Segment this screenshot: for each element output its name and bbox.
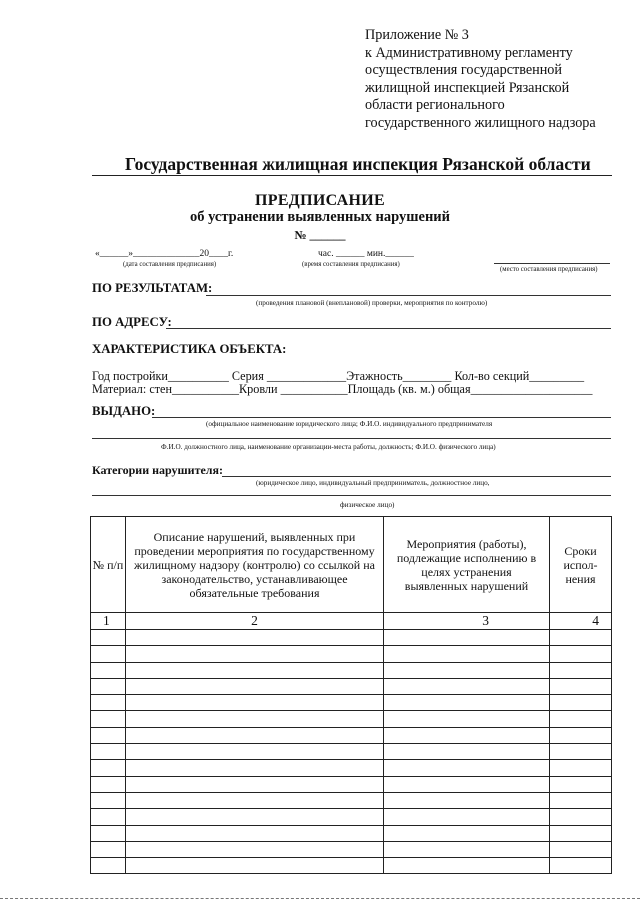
violations-table (90, 516, 612, 874)
table-row (91, 678, 612, 694)
table-cell[interactable] (126, 727, 384, 743)
table-row (91, 711, 612, 727)
col-header-description: Описание нарушений, выявленных при проведении мероприятия по государственному жилищному надзору (контролю) со ссылкой на законодательство, устанавливающее обязательные требования (126, 517, 384, 613)
col-header-deadline: Сроки испол-нения (550, 517, 612, 613)
annex-block (365, 27, 635, 133)
table-cell[interactable] (126, 841, 384, 857)
table-cell[interactable] (550, 662, 612, 678)
issued-field-line[interactable] (152, 417, 611, 418)
annex-line: жилищной инспекцией Рязанской (365, 79, 570, 96)
document-subtitle: об устранении выявленных нарушений (189, 209, 451, 225)
table-cell[interactable] (126, 858, 384, 874)
table-cell[interactable] (550, 678, 612, 694)
table-cell[interactable] (91, 678, 126, 694)
results-field-line[interactable] (206, 295, 611, 296)
table-row (91, 727, 612, 743)
annex-line: области регионального (365, 97, 505, 114)
table-cell[interactable] (384, 711, 550, 727)
table-cell[interactable] (384, 760, 550, 776)
table-cell[interactable] (384, 695, 550, 711)
table-row (91, 792, 612, 808)
table-cell[interactable] (126, 744, 384, 760)
table-cell[interactable] (550, 776, 612, 792)
table-header-row (91, 517, 612, 613)
annex-line: осуществления государственной (365, 62, 562, 79)
table-cell[interactable] (91, 744, 126, 760)
col-header-number: № п/п (91, 517, 126, 613)
address-label: ПО АДРЕСУ: (92, 315, 172, 329)
table-cell[interactable] (550, 695, 612, 711)
time-field[interactable]: час. ______ мин.______ (318, 249, 414, 259)
table-cell[interactable] (126, 809, 384, 825)
table-cell[interactable] (550, 630, 612, 646)
object-row-2[interactable]: Материал: стен___________Кровли ___________Площадь (кв. м.) общая____________________ (92, 382, 593, 396)
col-number-4: 4 (550, 613, 612, 630)
table-row (91, 744, 612, 760)
table-cell[interactable] (384, 825, 550, 841)
col-number-3: 3 (384, 613, 550, 630)
table-cell[interactable] (384, 858, 550, 874)
table-cell[interactable] (91, 695, 126, 711)
table-cell[interactable] (91, 727, 126, 743)
annex-line: Приложение № 3 (365, 27, 469, 43)
table-cell[interactable] (384, 662, 550, 678)
table-cell[interactable] (550, 646, 612, 662)
table-cell[interactable] (91, 825, 126, 841)
table-row (91, 825, 612, 841)
results-caption: (проведения плановой (внеплановой) проверки, мероприятия по контролю) (256, 299, 488, 307)
object-row-1[interactable]: Год постройки__________ Серия _____________Этажность________ Кол-во секций_________ (92, 369, 585, 383)
table-cell[interactable] (91, 662, 126, 678)
issued-caption-2: Ф.И.О. должностного лица, наименование организации-места работы, должность; Ф.И.О. физического лица) (161, 443, 496, 451)
table-cell[interactable] (550, 841, 612, 857)
agency-underline (92, 175, 612, 176)
time-caption: (время составления предписания) (302, 261, 400, 268)
table-cell[interactable] (550, 792, 612, 808)
table-row (91, 695, 612, 711)
table-cell[interactable] (384, 678, 550, 694)
document-title: ПРЕДПИСАНИЕ (255, 192, 385, 209)
address-field-line[interactable] (166, 328, 611, 329)
table-cell[interactable] (550, 809, 612, 825)
table-row (91, 646, 612, 662)
issued-caption-1: (официальное наименование юридического лица; Ф.И.О. индивидуального предпринимателя (206, 420, 493, 428)
agency-name: Государственная жилищная инспекция Рязанской области (125, 154, 591, 174)
table-cell[interactable] (126, 825, 384, 841)
table-cell[interactable] (126, 711, 384, 727)
table-row (91, 760, 612, 776)
col-header-measures: Мероприятия (работы), подлежащие исполнению в целях устранения выявленных нарушений (384, 517, 550, 613)
table-number-row (91, 613, 612, 630)
table-cell[interactable] (384, 841, 550, 857)
table-cell[interactable] (91, 630, 126, 646)
table-cell[interactable] (91, 858, 126, 874)
violator-caption-2: физическое лицо) (340, 501, 395, 509)
annex-line: государственного жилищного надзора (365, 114, 596, 131)
table-cell[interactable] (126, 630, 384, 646)
issued-label: ВЫДАНО: (92, 404, 156, 418)
date-caption: (дата составления предписания) (123, 261, 217, 268)
table-cell[interactable] (384, 809, 550, 825)
violator-field-line[interactable] (222, 476, 611, 477)
results-label: ПО РЕЗУЛЬТАТАМ: (92, 281, 213, 295)
violator-caption-1: (юридическое лицо, индивидуальный предприниматель, должностное лицо, (256, 479, 490, 487)
page-bottom-edge (0, 898, 640, 899)
table-cell[interactable] (126, 760, 384, 776)
table-cell[interactable] (550, 858, 612, 874)
table-cell[interactable] (384, 776, 550, 792)
table-cell[interactable] (550, 711, 612, 727)
table-cell[interactable] (126, 792, 384, 808)
table-row (91, 662, 612, 678)
violator-label: Категории нарушителя: (92, 463, 224, 477)
violator-field-line-2[interactable] (92, 495, 611, 496)
table-row (91, 858, 612, 874)
table-cell[interactable] (91, 646, 126, 662)
table-cell[interactable] (126, 678, 384, 694)
table-cell[interactable] (550, 727, 612, 743)
issued-field-line-2[interactable] (92, 438, 611, 439)
place-field-line[interactable] (494, 263, 610, 264)
table-row (91, 630, 612, 646)
table-cell[interactable] (91, 711, 126, 727)
table-cell[interactable] (384, 646, 550, 662)
place-caption: (место составления предписания) (500, 266, 598, 273)
table-cell[interactable] (91, 809, 126, 825)
col-number-1: 1 (91, 613, 126, 630)
col-number-2: 2 (126, 613, 384, 630)
table-cell[interactable] (384, 727, 550, 743)
document-number: № ______ (294, 228, 346, 242)
table-cell[interactable] (384, 792, 550, 808)
table-cell[interactable] (91, 792, 126, 808)
table-cell[interactable] (91, 776, 126, 792)
table-cell[interactable] (126, 695, 384, 711)
table-cell[interactable] (384, 744, 550, 760)
table-cell[interactable] (384, 630, 550, 646)
table-cell[interactable] (550, 744, 612, 760)
object-heading: ХАРАКТЕРИСТИКА ОБЪЕКТА: (92, 342, 287, 356)
table-cell[interactable] (126, 646, 384, 662)
date-field[interactable]: «______»______________20____г. (95, 249, 234, 259)
table-row (91, 841, 612, 857)
table-cell[interactable] (126, 776, 384, 792)
table-cell[interactable] (550, 825, 612, 841)
table-cell[interactable] (126, 662, 384, 678)
table-row (91, 776, 612, 792)
table-cell[interactable] (550, 760, 612, 776)
table-cell[interactable] (91, 760, 126, 776)
table-cell[interactable] (91, 841, 126, 857)
table-row (91, 809, 612, 825)
annex-line: к Административному регламенту (365, 44, 573, 61)
